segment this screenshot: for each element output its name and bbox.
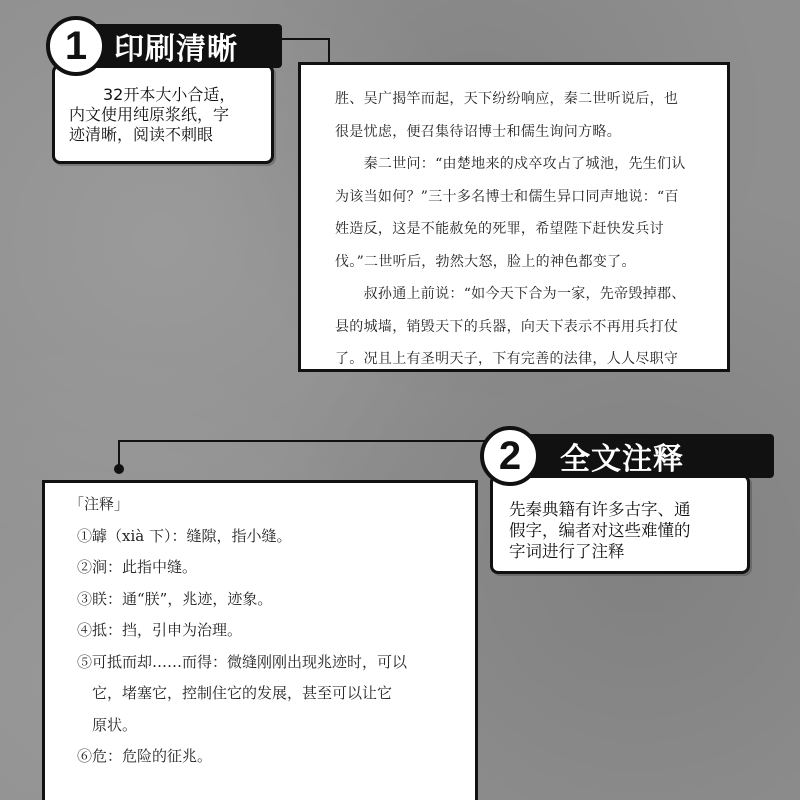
annotation-line: ⑤可抵而却……而得：微缝刚刚出现兆迹时，可以 — [77, 652, 408, 671]
annotation-page — [42, 480, 478, 800]
annotation-heading: 「注释」 — [69, 495, 130, 513]
annotation-line: ③眹：通“朕”，兆迹，迹象。 — [77, 589, 273, 608]
section-1-description-line: 内文使用纯原浆纸，字 — [69, 105, 230, 124]
connector-line — [282, 38, 330, 40]
annotation-line: 它，堵塞它，控制住它的发展，甚至可以让它 — [77, 684, 393, 702]
connector-line — [118, 440, 488, 442]
section-2-number: 2 — [498, 433, 522, 478]
section-1-description-line: 迹清晰，阅读不刺眼 — [69, 125, 214, 144]
section-2-title-bar — [512, 434, 774, 478]
section-1-number-badge — [46, 16, 106, 76]
excerpt-line: 县的城墙，销毁天下的兵器，向天下表示不再用兵打仗 — [335, 318, 679, 335]
excerpt-line: 胜、吴广揭竿而起，天下纷纷响应，秦二世听说后，也 — [335, 91, 679, 107]
excerpt-line: 叔孙通上前说：“如今天下合为一家，先帝毁掉郡、 — [335, 286, 686, 302]
section-1-description-box — [52, 64, 274, 164]
annotation-line: ⑥危：危险的征兆。 — [77, 747, 213, 765]
excerpt-line: 了。况且上有圣明天子，下有完善的法律，人人尽职守 — [335, 351, 679, 367]
excerpt-line: 为该当如何？”三十多名博士和儒生异口同声地说：“百 — [335, 188, 679, 205]
section-1-number: 1 — [64, 23, 88, 68]
section-2-description-box — [490, 474, 750, 574]
excerpt-line: 很是忧虑，便召集待诏博士和儒生询问方略。 — [335, 123, 621, 140]
section-2-description-line: 先秦典籍有许多古字、通 — [509, 500, 691, 519]
annotation-line: 原状。 — [77, 715, 138, 734]
section-2-title: 全文注释 — [560, 442, 684, 477]
section-2-description-line: 字词进行了注释 — [509, 542, 625, 561]
excerpt-line: 伐。”二世听后，勃然大怒，脸上的神色都变了。 — [335, 253, 636, 270]
section-1-description-line: 32开本大小合适， — [103, 85, 236, 104]
annotation-line: ④抵：挡，引申为治理。 — [77, 621, 243, 639]
excerpt-line: 秦二世问：“由楚地来的戍卒攻占了城池，先生们认 — [335, 156, 686, 172]
annotation-line: ②涧：此指中缝。 — [77, 558, 198, 576]
section-2-description-line: 假字，编者对这些难懂的 — [509, 521, 691, 540]
book-excerpt-page — [298, 62, 730, 372]
section-2-number-badge — [480, 426, 540, 486]
annotation-line: ①罅（xià 下）：缝隙，指小缝。 — [77, 526, 292, 545]
connector-dot — [114, 464, 124, 474]
excerpt-line: 姓造反，这是不能赦免的死罪，希望陛下赶快发兵讨 — [335, 221, 664, 237]
section-1-title: 印刷清晰 — [114, 32, 238, 67]
